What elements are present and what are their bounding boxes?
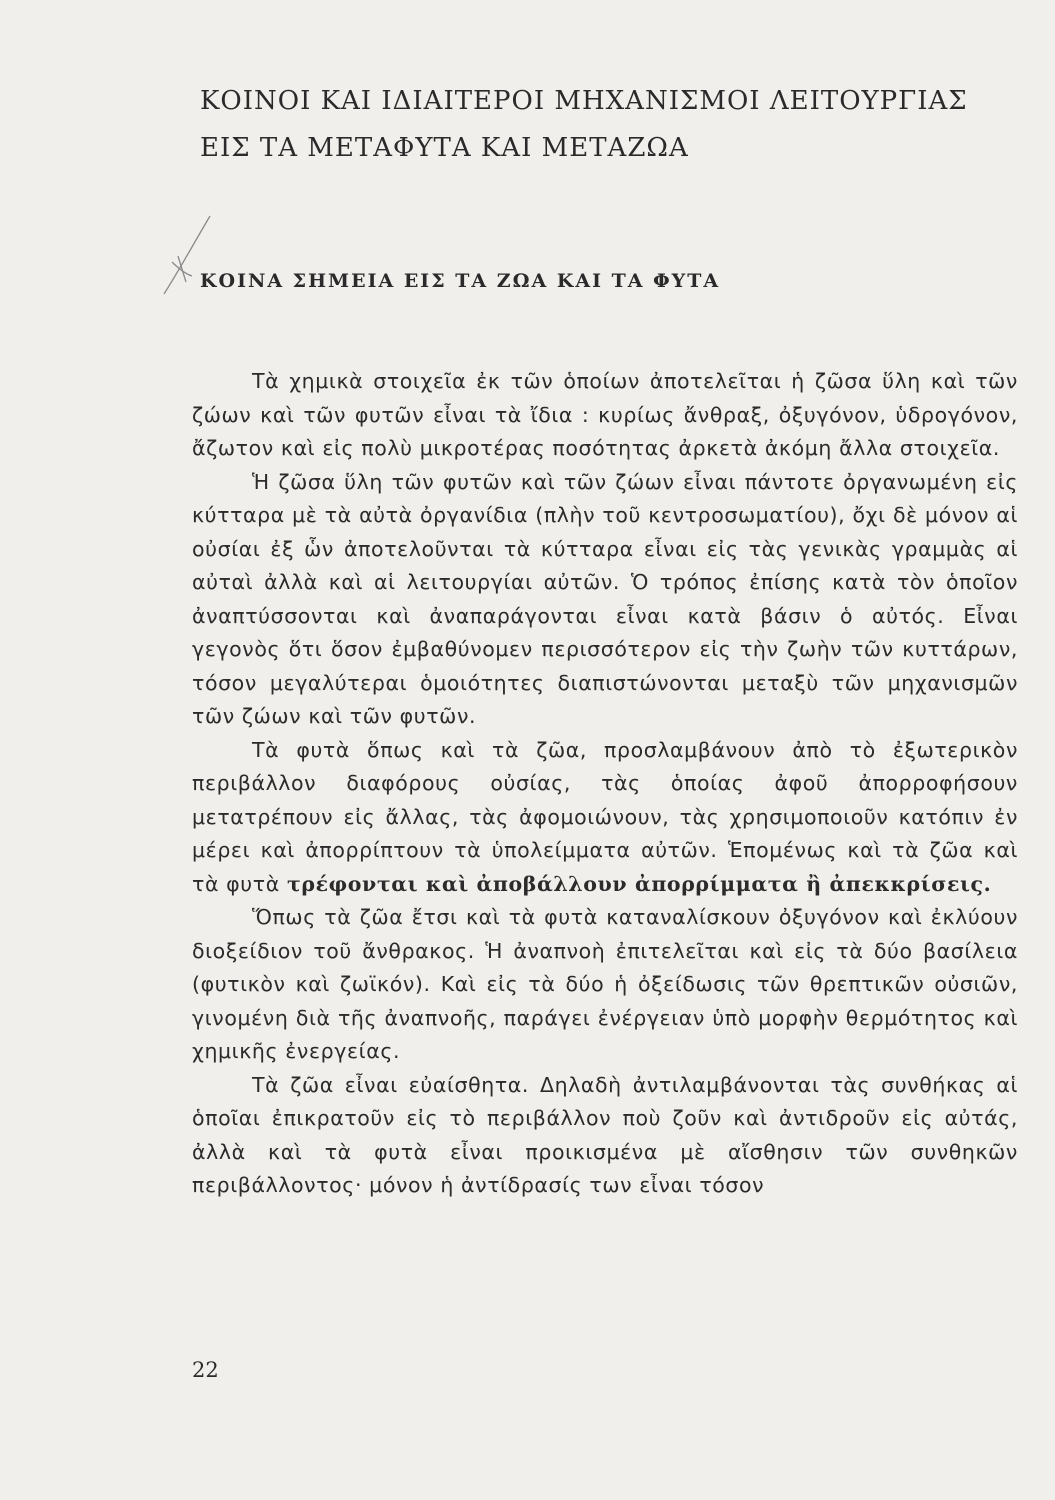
- paragraph-5: Τὰ ζῶα εἶναι εὐαίσθητα. Δηλαδὴ ἀντιλαμβάνονται τὰς συνθήκας αἱ ὁποῖαι ἐπικρατοῦν εἰς τὸ περιβάλλον ποὺ ζοῦν καὶ ἀντιδροῦν εἰς αὐτάς, ἀλλὰ καὶ τὰ φυτὰ εἶναι προικισμένα μὲ αἴσθησιν τῶν συνθηκῶν περιβάλλοντος· μόνον ἡ ἀντίδρασίς των εἶναι τόσον: [192, 1072, 1018, 1197]
- paragraph-4: Ὅπως τὰ ζῶα ἔτσι καὶ τὰ φυτὰ καταναλίσκουν ὀξυγόνον καὶ ἐκλύουν διοξείδιον τοῦ ἄνθρακος. Ἡ ἀναπνοὴ ἐπιτελεῖται καὶ εἰς τὰ δύο βασίλεια (φυτικὸν καὶ ζωϊκόν). Καὶ εἰς τὰ δύο ἡ ὀξείδωσις τῶν θρεπτικῶν οὐσιῶν, γινομένη διὰ τῆς ἀναπνοῆς, παράγει ἐνέργειαν ὑπὸ μορφὴν θερμότητος καὶ χημικῆς ἐνεργείας.: [192, 905, 1018, 1063]
- paragraph-1: Τὰ χημικὰ στοιχεῖα ἐκ τῶν ὁποίων ἀποτελεῖται ἡ ζῶσα ὕλη καὶ τῶν ζώων καὶ τῶν φυτῶν εἶναι τὰ ἴδια : κυρίως ἄνθραξ, ὀξυγόνον, ὑδρογόνον, ἄζωτον καὶ εἰς πολὺ μικροτέρας ποσότητας ἀρκετὰ ἀκόμη ἄλλα στοιχεῖα.: [192, 369, 1018, 460]
- chapter-title-line-1: ΚΟΙΝΟΙ ΚΑΙ ΙΔΙΑΙΤΕΡΟΙ ΜΗΧΑΝΙΣΜΟΙ ΛΕΙΤΟΥΡΓΙΑΣ: [200, 86, 968, 116]
- paragraph-3-tail: .: [983, 871, 992, 896]
- body-text: [192, 365, 1018, 1203]
- paragraph-3-text: Τὰ φυτὰ ὅπως καὶ τὰ ζῶα, προσλαμβάνουν ἀπὸ τὸ ἐξωτερικὸν περιβάλλον διαφόρους οὐσίας, τὰς ὁποίας ἀφοῦ ἀπορροφήσουν μετατρέπουν εἰς ἄλλας, τὰς ἀφομοιώνουν, τὰς χρησιμοποιοῦν κατόπιν ἐν μέρει καὶ ἀπορρίπτουν τὰ ὑπολείμματα αὐτῶν. Ἑπομένως καὶ τὰ ζῶα καὶ τὰ φυτὰ: [192, 737, 1018, 896]
- paragraph-2: Ἡ ζῶσα ὕλη τῶν φυτῶν καὶ τῶν ζώων εἶναι πάντοτε ὀργανωμένη εἰς κύτταρα μὲ τὰ αὐτὰ ὀργανίδια (πλὴν τοῦ κεντροσωματίου), ὄχι δὲ μόνον αἱ οὐσίαι ἐξ ὧν ἀποτελοῦνται τὰ κύτταρα εἶναι εἰς τὰς γενικὰς γραμμὰς αἱ αὐταὶ ἀλλὰ καὶ αἱ λειτουργίαι αὐτῶν. Ὁ τρόπος ἐπίσης κατὰ τὸν ὁποῖον ἀναπτύσσονται καὶ ἀναπαράγονται εἶναι κατὰ βάσιν ὁ αὐτός. Εἶναι γεγονὸς ὅτι ὅσον ἐμβαθύνομεν περισσότερον εἰς τὴν ζωὴν τῶν κυττάρων, τόσον μεγαλύτεραι ὁμοιότητες διαπιστώνονται μεταξὺ τῶν μηχανισμῶν τῶν ζώων καὶ τῶν φυτῶν.: [192, 469, 1018, 728]
- paragraph-3-bold-phrase: τρέφονται καὶ ἀποβάλλουν ἀπορρίμματα ἢ ἀπεκκρίσεις: [286, 871, 984, 896]
- paragraph-3: [192, 734, 1018, 902]
- chapter-title-line-2: ΕΙΣ ΤΑ ΜΕΤΑΦΥΤΑ ΚΑΙ ΜΕΤΑΖΩΑ: [200, 133, 689, 163]
- section-title: ΚΟΙΝΑ ΣΗΜΕΙΑ ΕΙΣ ΤΑ ΖΩΑ ΚΑΙ ΤΑ ΦΥΤΑ: [200, 270, 721, 292]
- page-number: 22: [192, 1358, 219, 1382]
